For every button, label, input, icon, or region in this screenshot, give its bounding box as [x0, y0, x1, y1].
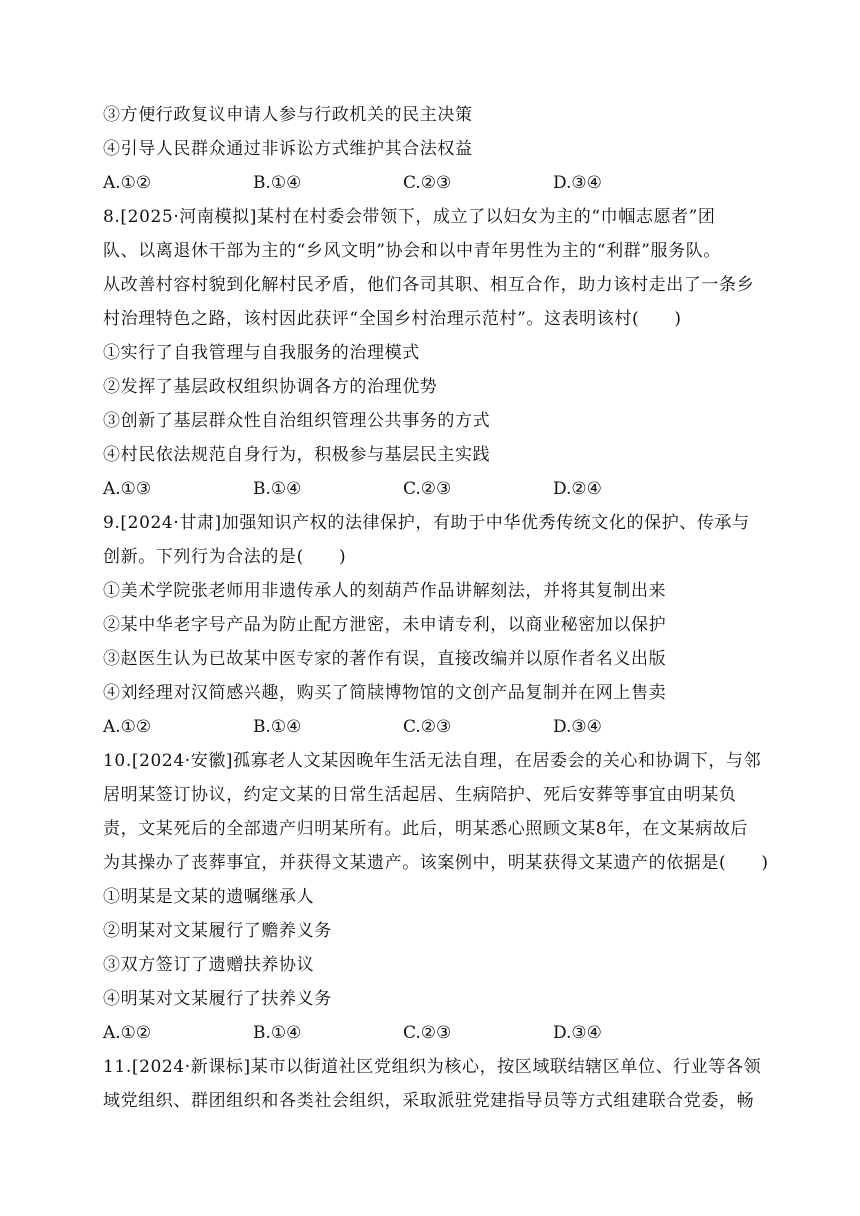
q8-option-d[interactable]: D.②④ [553, 479, 602, 499]
q10-option-d[interactable]: D.③④ [553, 1023, 602, 1043]
q7-item-4: ④引导人民群众通过非诉讼方式维护其合法权益 [103, 139, 473, 159]
q8-option-c[interactable]: C.②③ [403, 479, 452, 499]
q7-option-b[interactable]: B.①④ [253, 173, 302, 193]
q9-item-4: ④刘经理对汉简感兴趣，购买了简牍博物馆的文创产品复制并在网上售卖 [103, 683, 667, 703]
q8-item-4: ④村民依法规范自身行为，积极参与基层民主实践 [103, 445, 491, 465]
q10-item-1: ①明某是文某的遗嘱继承人 [103, 887, 315, 907]
q10-item-3: ③双方签订了遗赠扶养协议 [103, 955, 315, 975]
q10-item-2: ②明某对文某履行了赡养义务 [103, 921, 332, 941]
q7-item-3: ③方便行政复议申请人参与行政机关的民主决策 [103, 105, 473, 125]
q7-option-c[interactable]: C.②③ [403, 173, 452, 193]
q8-stem-line: 从改善村容村貌到化解村民矛盾，他们各司其职、相互合作，助力该村走出了一条乡 [103, 275, 755, 295]
q10-stem-line: 责，文某死后的全部遗产归明某所有。此后，明某悉心照顾文某8年，在文某病故后 [103, 819, 749, 839]
q7-option-a[interactable]: A.①② [103, 173, 152, 193]
q10-item-4: ④明某对文某履行了扶养义务 [103, 989, 332, 1009]
q8-stem-line: 8.[2025·河南模拟]某村在村委会带领下，成立了以妇女为主的“巾帼志愿者”团 [103, 207, 716, 227]
q10-stem-line: 居明某签订协议，约定文某的日常生活起居、生病陪护、死后安葬等事宜由明某负 [103, 785, 737, 805]
q8-item-1: ①实行了自我管理与自我服务的治理模式 [103, 343, 420, 363]
q10-stem-line: 为其操办了丧葬事宜，并获得文某遗产。该案例中，明某获得文某遗产的依据是( ) [103, 853, 769, 873]
q10-option-a[interactable]: A.①② [103, 1023, 152, 1043]
q8-item-3: ③创新了基层群众性自治组织管理公共事务的方式 [103, 411, 491, 431]
q10-stem-line: 10.[2024·安徽]孤寡老人文某因晚年生活无法自理，在居委会的关心和协调下，与邻 [103, 751, 762, 771]
q11-stem-line: 域党组织、群团组织和各类社会组织，采取派驻党建指导员等方式组建联合党委，畅 [103, 1091, 755, 1111]
q9-option-a[interactable]: A.①② [103, 717, 152, 737]
q8-option-b[interactable]: B.①④ [253, 479, 302, 499]
q9-stem-line: 9.[2024·甘肃]加强知识产权的法律保护，有助于中华优秀传统文化的保护、传承与 [103, 513, 750, 533]
q8-option-a[interactable]: A.①③ [103, 479, 152, 499]
q10-option-b[interactable]: B.①④ [253, 1023, 302, 1043]
q9-stem-line: 创新。下列行为合法的是( ) [103, 547, 347, 567]
q8-stem-line: 队、以离退休干部为主的“乡风文明”协会和以中青年男性为主的“利群”服务队。 [103, 241, 721, 261]
q11-stem-line: 11.[2024·新课标]某市以街道社区党组织为核心，按区域联结辖区单位、行业等各领 [103, 1057, 762, 1077]
q9-option-d[interactable]: D.③④ [553, 717, 602, 737]
q10-option-c[interactable]: C.②③ [403, 1023, 452, 1043]
q9-item-3: ③赵医生认为已故某中医专家的著作有误，直接改编并以原作者名义出版 [103, 649, 667, 669]
q9-option-c[interactable]: C.②③ [403, 717, 452, 737]
q9-item-2: ②某中华老字号产品为防止配方泄密，未申请专利，以商业秘密加以保护 [103, 615, 667, 635]
q7-option-d[interactable]: D.③④ [553, 173, 602, 193]
q9-option-b[interactable]: B.①④ [253, 717, 302, 737]
q9-item-1: ①美术学院张老师用非遗传承人的刻葫芦作品讲解刻法，并将其复制出来 [103, 581, 667, 601]
q8-stem-line: 村治理特色之路，该村因此获评“全国乡村治理示范村”。这表明该村( ) [103, 309, 682, 329]
q8-item-2: ②发挥了基层政权组织协调各方的治理优势 [103, 377, 438, 397]
